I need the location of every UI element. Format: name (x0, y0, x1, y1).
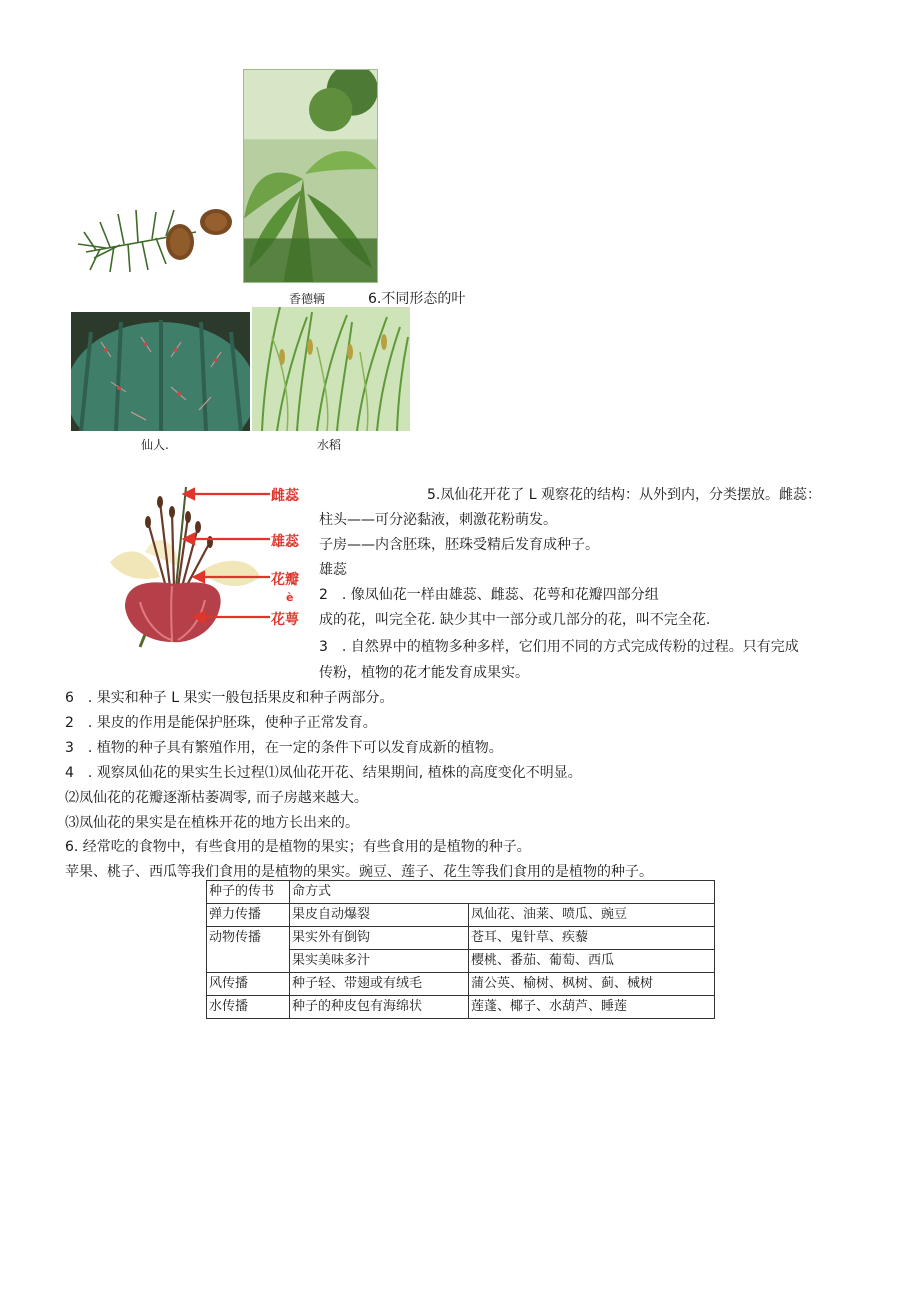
text-complete-flower-2: 成的花，叫完全花. 缺少其中一部分或几部分的花，叫不完全花. (319, 612, 711, 628)
label-sepal: 花萼 (271, 612, 299, 628)
table-cell: 果实美味多汁 (290, 950, 469, 973)
table-cell (207, 950, 290, 973)
text-fruit-seed-4: 4 . 观察凤仙花的果实生长过程⑴凤仙花开花、结果期间, 植株的高度变化不明显。 (65, 765, 582, 781)
banana-plant-icon (244, 70, 377, 282)
text-fruit-seed-6: ⑶凤仙花的果实是在植株开花的地方长出来的。 (65, 815, 359, 831)
text-fruit-seed-1: 6 . 果实和种子 L 果实一般包括果皮和种子两部分。 (65, 690, 394, 706)
rice-photo (252, 307, 410, 431)
caption-leaf-shapes-title: 6.不同形态的叶 (368, 291, 466, 307)
table-cell: 凤仙花、油莱、喷瓜、豌豆 (469, 904, 715, 927)
label-stamen: 雄蕊 (271, 534, 299, 550)
text-complete-flower-1: 2 . 像凤仙花一样由雄蕊、雌蕊、花萼和花瓣四部分组 (319, 587, 659, 603)
table-row (207, 927, 715, 950)
table-cell: 水传播 (207, 996, 290, 1019)
text-stigma: 柱头——可分泌黏液，刺激花粉萌发。 (319, 512, 557, 528)
table-cell: 风传播 (207, 973, 290, 996)
table-cell: 果实外有倒钩 (290, 927, 469, 950)
pine-branch-photo (76, 192, 236, 278)
table-cell: 蒲公英、榆树、枫树、蓟、械树 (469, 973, 715, 996)
table-row (207, 950, 715, 973)
text-fruit-seed-3: 3 . 植物的种子具有繁殖作用，在一定的条件下可以发育成新的植物。 (65, 740, 503, 756)
table-header-cell: 种子的传书 (207, 881, 290, 904)
rice-icon (252, 307, 410, 431)
text-fruit-seed-5: ⑵凤仙花的花瓣逐渐枯萎凋零, 而子房越来越大。 (65, 790, 368, 806)
label-petal-mark: è (286, 591, 294, 604)
pine-branch-icon (76, 192, 236, 278)
cactus-icon (71, 312, 250, 431)
table-cell: 果皮自动爆裂 (290, 904, 469, 927)
cactus-photo (71, 312, 250, 431)
table-cell: 种子的种皮包有海绵状 (290, 996, 469, 1019)
flower-pointer-arrows (180, 484, 280, 624)
table-row (207, 973, 715, 996)
table-row (207, 996, 715, 1019)
table-cell: 弹力传播 (207, 904, 290, 927)
text-flower-structure-intro: 5.凤仙花开花了 L 观察花的结构：从外到内，分类摆放。雌蕊： (427, 487, 822, 503)
text-fruit-seed-8: 苹果、桃子、西瓜等我们食用的是植物的果实。豌豆、莲子、花生等我们食用的是植物的种子。 (65, 864, 653, 880)
table-header-row (207, 881, 715, 904)
text-fruit-seed-2: 2 . 果皮的作用是能保护胚珠，使种子正常发育。 (65, 715, 377, 731)
table-cell: 种子轻、带翅或有绒毛 (290, 973, 469, 996)
table-cell: 苍耳、鬼针草、疾藜 (469, 927, 715, 950)
caption-banana: 香德辆 (289, 292, 326, 306)
banana-plant-photo (243, 69, 378, 283)
table-cell: 樱桃、番茄、葡萄、西瓜 (469, 950, 715, 973)
text-fruit-seed-7: 6. 经常吃的食物中，有些食用的是植物的果实；有些食用的是植物的种子。 (65, 839, 531, 855)
caption-rice: 水稻 (317, 438, 342, 452)
seed-dispersal-table (206, 880, 715, 1019)
table-cell: 莲蓬、椰子、水葫芦、睡莲 (469, 996, 715, 1019)
table-cell: 动物传播 (207, 927, 290, 950)
table-row (207, 904, 715, 927)
label-petal: 花瓣 (271, 572, 299, 588)
table-header-cell: 命方式 (290, 881, 469, 904)
caption-cactus: 仙人. (141, 438, 169, 452)
text-ovary: 子房——内含胚珠，胚珠受精后发育成种子。 (319, 537, 599, 553)
text-stamen-heading: 雄蕊 (319, 562, 347, 578)
table-header-cell (469, 881, 715, 904)
label-pistil: 雌蕊 (271, 488, 299, 504)
text-pollination-2: 传粉，植物的花才能发育成果实。 (319, 665, 529, 681)
text-pollination-1: 3 . 自然界中的植物多种多样，它们用不同的方式完成传粉的过程。只有完成 (319, 639, 799, 655)
